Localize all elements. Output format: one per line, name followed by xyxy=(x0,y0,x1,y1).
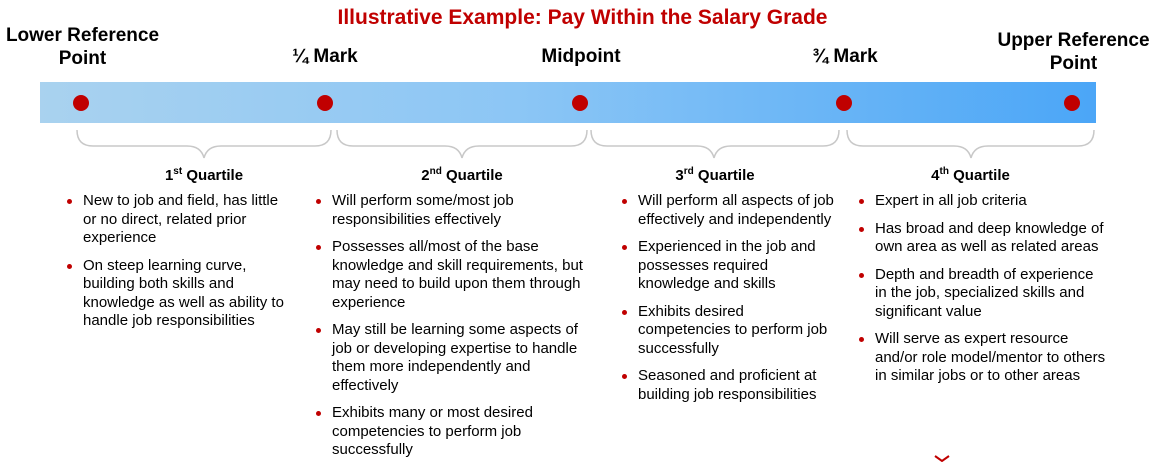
list-item: New to job and field, has little or no direct, related prior experience xyxy=(64,192,286,248)
list-item: Has broad and deep knowledge of own area as well as related areas xyxy=(856,220,1106,257)
bullet-icon xyxy=(67,199,72,204)
quartile-3-heading: 3rd Quartile xyxy=(675,166,755,184)
list-item: Possesses all/most of the base knowledge and skill requirements, but may need to build upon them through experience xyxy=(313,238,600,312)
bullet-icon xyxy=(622,374,627,379)
bullet-icon xyxy=(859,199,864,204)
list-item: Will perform some/most job responsibilities effectively xyxy=(313,192,600,229)
bullet-icon xyxy=(622,310,627,315)
bullet-icon xyxy=(316,411,321,416)
marker-label-three-quarter-mark: ¾ Mark xyxy=(812,46,878,67)
quartile-1-heading: 1st Quartile xyxy=(164,166,244,184)
bullet-icon xyxy=(316,328,321,333)
bullet-icon xyxy=(316,199,321,204)
marker-label-upper-reference-point: Upper Reference Point xyxy=(997,30,1150,74)
quartile-4-heading: 4th Quartile xyxy=(931,166,1010,184)
brace-q1 xyxy=(77,130,331,158)
marker-label-quarter-mark: ¼ Mark xyxy=(292,46,358,67)
list-item: May still be learning some aspects of job or developing expertise to handle them more independently and effectively xyxy=(313,321,600,395)
marker-label-midpoint: Midpoint xyxy=(541,46,621,67)
bullet-icon xyxy=(622,199,627,204)
list-item: Depth and breadth of experience in the job, specialized skills and significant value xyxy=(856,266,1106,322)
brace-q3 xyxy=(591,130,839,158)
quartile-4-list xyxy=(856,192,1106,395)
brace-q4 xyxy=(847,130,1094,158)
arrow-down-icon xyxy=(934,455,950,462)
list-item: Will perform all aspects of job effectively and independently xyxy=(619,192,839,229)
bullet-icon xyxy=(859,337,864,342)
list-item: Experienced in the job and possesses required knowledge and skills xyxy=(619,238,839,294)
quartile-braces xyxy=(0,0,1165,170)
bullet-icon xyxy=(859,273,864,278)
quartile-1-list xyxy=(64,192,286,340)
list-item: Exhibits desired competencies to perform job successfully xyxy=(619,303,839,359)
quartile-2-list xyxy=(313,192,600,469)
bullet-icon xyxy=(859,227,864,232)
quartile-2-heading: 2nd Quartile xyxy=(421,166,503,184)
list-item: Will serve as expert resource and/or role model/mentor to others in similar jobs or to other areas xyxy=(856,330,1106,386)
quartile-3-list xyxy=(619,192,839,413)
diagram-title: Illustrative Example: Pay Within the Salary Grade xyxy=(337,6,828,29)
brace-q2 xyxy=(337,130,587,158)
list-item: On steep learning curve, building both skills and knowledge as well as ability to handle job responsibilities xyxy=(64,257,286,331)
list-item: Seasoned and proficient at building job responsibilities xyxy=(619,367,839,404)
list-item: Exhibits many or most desired competencies to perform job successfully xyxy=(313,404,600,460)
bullet-icon xyxy=(316,245,321,250)
marker-label-lower-reference-point: Lower Reference Point xyxy=(5,25,160,69)
list-item: Expert in all job criteria xyxy=(856,192,1106,211)
bullet-icon xyxy=(622,245,627,250)
bullet-icon xyxy=(67,264,72,269)
